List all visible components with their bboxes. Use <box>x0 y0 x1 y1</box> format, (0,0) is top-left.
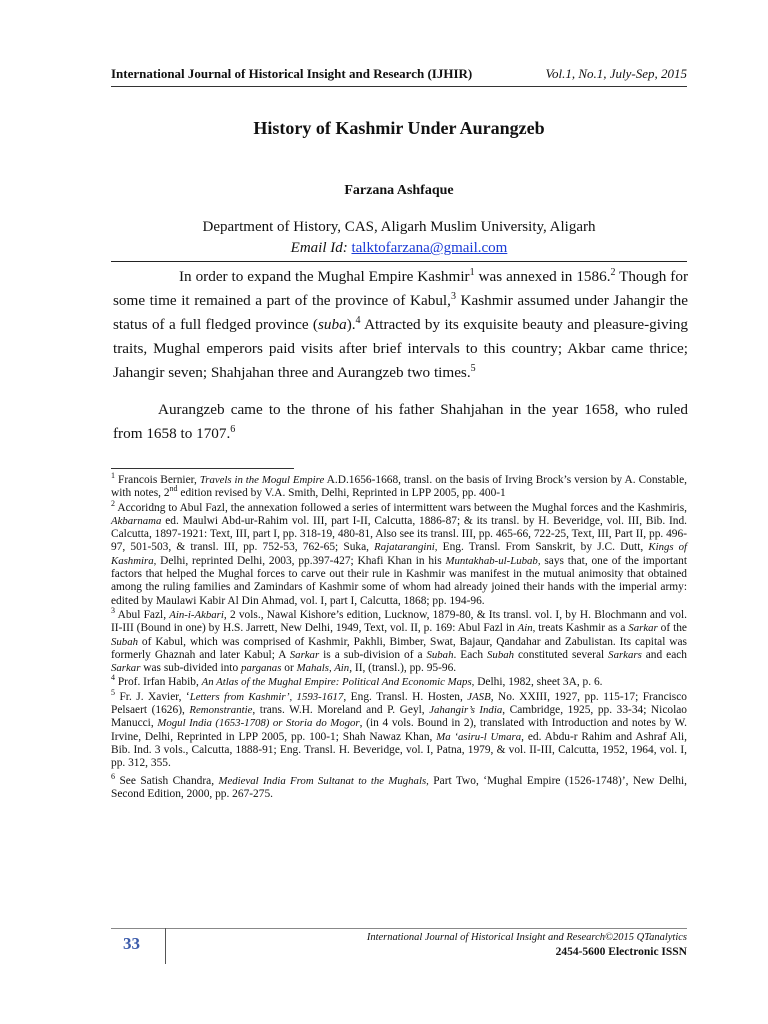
email-link[interactable]: talktofarzana@gmail.com <box>351 240 508 256</box>
footnote-3: $^3$ Abul Fazl, Ain-i-Akbari, 2 vols., Nawal Kishore’s edition, Lucknow, 1879-80, & Its transl. vol. I, by H. Blochmann and vol. II-III (Bound in one) by H.S. Jarrett, New Delhi, 1949, Text, vol. II, p. 169: Abul Fazl in Ain, treats Kashmir as a Sarkar of the Subah of Kabul, which was comprised of Kashmir, Pakhli, Bimber, Swat, Bajaur, Qandahar and Zabulistan. Its capital was formerly Ghaznah and later Kabul; A Sarkar is a sub-division of a Subah. Each Subah constituted several Sarkars and each Sarkar was sub-divided into parganas or Mahals, Ain, II, (transl.), pp. 95-96. <box>111 606 688 675</box>
footnote-ref-4[interactable]: 4 <box>355 314 361 326</box>
footnote-4: $^4$ Prof. Irfan Habib, An Atlas of the Mughal Empire: Political And Economic Maps, Delhi, 1982, sheet 3A, p. 6. <box>111 673 603 689</box>
footnote-separator <box>111 468 294 469</box>
footnote-ref-2[interactable]: 2 <box>610 266 616 278</box>
header-volume: Vol.1, No.1, July-Sep, 2015 <box>545 66 687 81</box>
author-email-line <box>111 240 687 257</box>
footnote-1: $^1$ Francois Bernier, Travels in the Mogul Empire A.D.1656-1668, transl. on the basis of Irving Brock’s version by A. Constable, with notes, 2nd edition revised by V.A. Smith, Delhi, Reprinted in LPP 2005, pp. 400-1 <box>111 471 687 500</box>
author-affiliation: Department of History, CAS, Aligarh Muslim University, Aligarh <box>202 219 596 235</box>
body-paragraph-1: In order to expand the Mughal Empire Kashmir$^1$ was annexed in 1586.$^2$ Though for some time it remained a part of the province of Kabul,$^3$ Kashmir assumed under Jahangir the status of a full fledged province (suba).$^4$ Attracted by its exquisite beauty and pleasure-giving traits, Mughal emperors paid visits after brief intervals to this country; Akbar came thrice; Jahangir seven; Shahjahan three and Aurangzeb two times.$^5$ <box>113 266 689 381</box>
author-name: Farzana Ashfaque <box>344 183 454 198</box>
footer-divider <box>165 928 166 964</box>
running-header <box>111 66 687 86</box>
footnotes <box>111 471 688 802</box>
footer-issn: 2454-5600 Electronic ISSN <box>555 946 687 958</box>
header-rule <box>111 86 687 87</box>
body-paragraph-2: Aurangzeb came to the throne of his father Shahjahan in the year 1658, who ruled from 1658 to 1707.$^6$ <box>113 401 688 442</box>
page-number: 33 <box>123 934 140 953</box>
footer-rule <box>111 928 687 929</box>
article-title: History of Kashmir Under Aurangzeb <box>253 118 545 138</box>
title-rule <box>111 261 687 262</box>
footnote-ref-1[interactable]: 1 <box>469 266 475 278</box>
email-label: Email Id: <box>290 240 352 256</box>
footnote-ref-6[interactable]: 6 <box>230 423 236 435</box>
footer-journal: International Journal of Historical Insight and Research©2015 QTanalytics <box>366 932 687 943</box>
article-body <box>113 265 688 446</box>
footnote-ref-5[interactable]: 5 <box>470 362 476 374</box>
header-journal-name: International Journal of Historical Insight and Research (IJHIR) <box>111 66 473 81</box>
footnote-5: $^5$ Fr. J. Xavier, ‘Letters from Kashmir’, 1593-1617, Eng. Transl. H. Hosten, JASB, No. XXIII, 1927, pp. 115-17; Francisco Pelsaert (1626), Remonstrantie, trans. W.H. Moreland and P. Geyl, Jahangir’s India, Cambridge, 1925, pp. 33-34; Nicolao Manucci, Mogul India (1653-1708) or Storia do Mogor, (in 4 vols. Bound in 2), translated with Introduction and notes by W. Irvine, Delhi, Reprinted in LPP 2005, pp. 100-1; Shah Nawaz Khan, Ma ‘asiru-l Umara, ed. Abdu-r Rahim and Ashraf Ali, Bib. Ind. 3 vols., Calcutta, 1888-91; Eng. Transl. H. Beveridge, vol. I, Patna, 1979, & vol. II-III, Calcutta, 1952, 1964, vol. I, pp. 312, 355. <box>111 687 687 770</box>
footnote-ref-3[interactable]: 3 <box>450 290 456 302</box>
footnote-6: $^6$ See Satish Chandra, Medieval India From Sultanat to the Mughals, Part Two, ‘Mughal Empire (1526-1748)’, New Delhi, Second Edition, 2000, pp. 267-275. <box>111 771 688 800</box>
footnote-2: $^2$ Accoridng to Abul Fazl, the annexation followed a series of intermittent wars between the Mughal forces and the Kashmiris, Akbarnama ed. Maulwi Abd-ur-Rahim vol. III, part I-II, Calcutta, 1886-87; & its transl. by H. Beveridge, vol. III, Bib. Ind. Calcutta, 1897-1921: Text, III, part I, pp. 318-19, 480-81, Also see its transl. III, pp. 465-66, 722-25, Text, III, Part II, pp. 496-97, 501-503, & transl. III, pp. 752-53, 762-65; Suka, Rajatarangini, Eng. Transl. From Sanskrit, by J.C. Dutt, Kings of Kashmira, Delhi, reprinted Delhi, 2003, pp.397-427; Khafi Khan in his Muntakhab-ul-Lubab, says that, one of the important factors that helped the Mughal forces to carve out their rule in Kashmir was manifest in the mutual animosity that obtained among the ruling families and Zamindars of Kashmir some of whom had already joined their hands with the imperial army: edited by Maulawi Kabir Al Din Ahmad, vol. I, part I, Calcutta, 1868; pp. 194-96. <box>111 498 688 607</box>
